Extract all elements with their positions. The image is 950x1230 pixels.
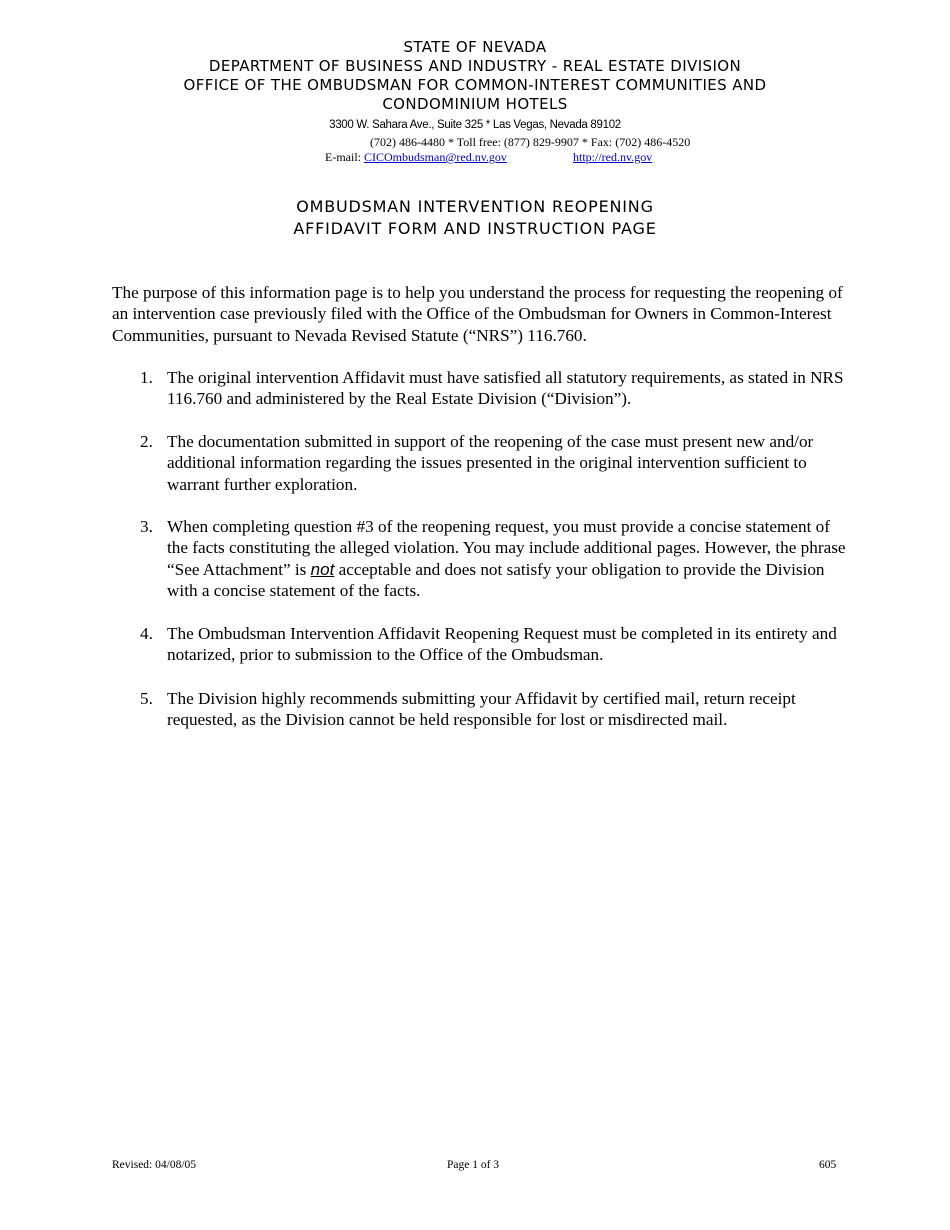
email-link[interactable]: CICOmbudsman@red.nv.gov <box>364 150 507 164</box>
item-text: The Division highly recommends submitting your Affidavit by certified mail, return receipt requested, as the Division cannot be held responsible for lost or misdirected mail. <box>167 689 796 730</box>
header-department: DEPARTMENT OF BUSINESS AND INDUSTRY - REAL ESTATE DIVISION <box>208 57 742 75</box>
item-text: The documentation submitted in support of the reopening of the case must present new and/or additional information regarding the issues presented in the original intervention sufficient to warrant further exploration. <box>167 432 814 494</box>
footer-form-number: 605 <box>819 1159 837 1171</box>
header-email-line <box>325 150 507 165</box>
email-label: E-mail: <box>325 150 364 164</box>
title-line-1: OMBUDSMAN INTERVENTION REOPENING <box>296 197 654 216</box>
footer-revised: Revised: 04/08/05 <box>112 1159 197 1171</box>
item-text: The original intervention Affidavit must have satisfied all statutory requirements, as stated in NRS 116.760 and administered by the Real Estate Division (“Division”). <box>167 368 844 409</box>
header-phones: (702) 486-4480 * Toll free: (877) 829-9907 * Fax: (702) 486-4520 <box>370 135 691 149</box>
header-office-cont: CONDOMINIUM HOTELS <box>382 95 568 113</box>
item-number: 3. <box>140 517 153 536</box>
item-text-before: When completing question #3 of the reopening request, you must provide a concise statement of the facts constituting the alleged violation. You may include additional pages. However, the phrase “See Attachment” is <box>167 517 846 579</box>
item-text <box>167 516 852 601</box>
item-text-after: acceptable and does not satisfy your obligation to provide the Division with a concise statement of the facts. <box>167 559 825 600</box>
intro-paragraph: The purpose of this information page is to help you understand the process for requesting the reopening of an intervention case previously filed with the Office of the Ombudsman for Owners in Common-Interest Communities, pursuant to Nevada Revised Statute (“NRS”) 116.760. <box>112 283 843 345</box>
header-address: 3300 W. Sahara Ave., Suite 325 * Las Vegas, Nevada 89102 <box>329 119 621 131</box>
emphasis-not: not <box>310 559 335 579</box>
item-number: 4. <box>140 624 153 643</box>
item-number: 1. <box>140 368 153 387</box>
footer-page-number: Page 1 of 3 <box>447 1159 500 1171</box>
header-office: OFFICE OF THE OMBUDSMAN FOR COMMON-INTEREST COMMUNITIES AND <box>183 76 767 94</box>
website-link[interactable]: http://red.nv.gov <box>573 150 653 164</box>
item-number: 2. <box>140 432 153 451</box>
item-text: The Ombudsman Intervention Affidavit Reopening Request must be completed in its entirety and notarized, prior to submission to the Office of the Ombudsman. <box>167 624 837 665</box>
header-state: STATE OF NEVADA <box>403 38 547 56</box>
item-number: 5. <box>140 689 153 708</box>
page-title <box>0 196 950 240</box>
letterhead <box>0 38 950 114</box>
title-line-2: AFFIDAVIT FORM AND INSTRUCTION PAGE <box>293 219 657 238</box>
